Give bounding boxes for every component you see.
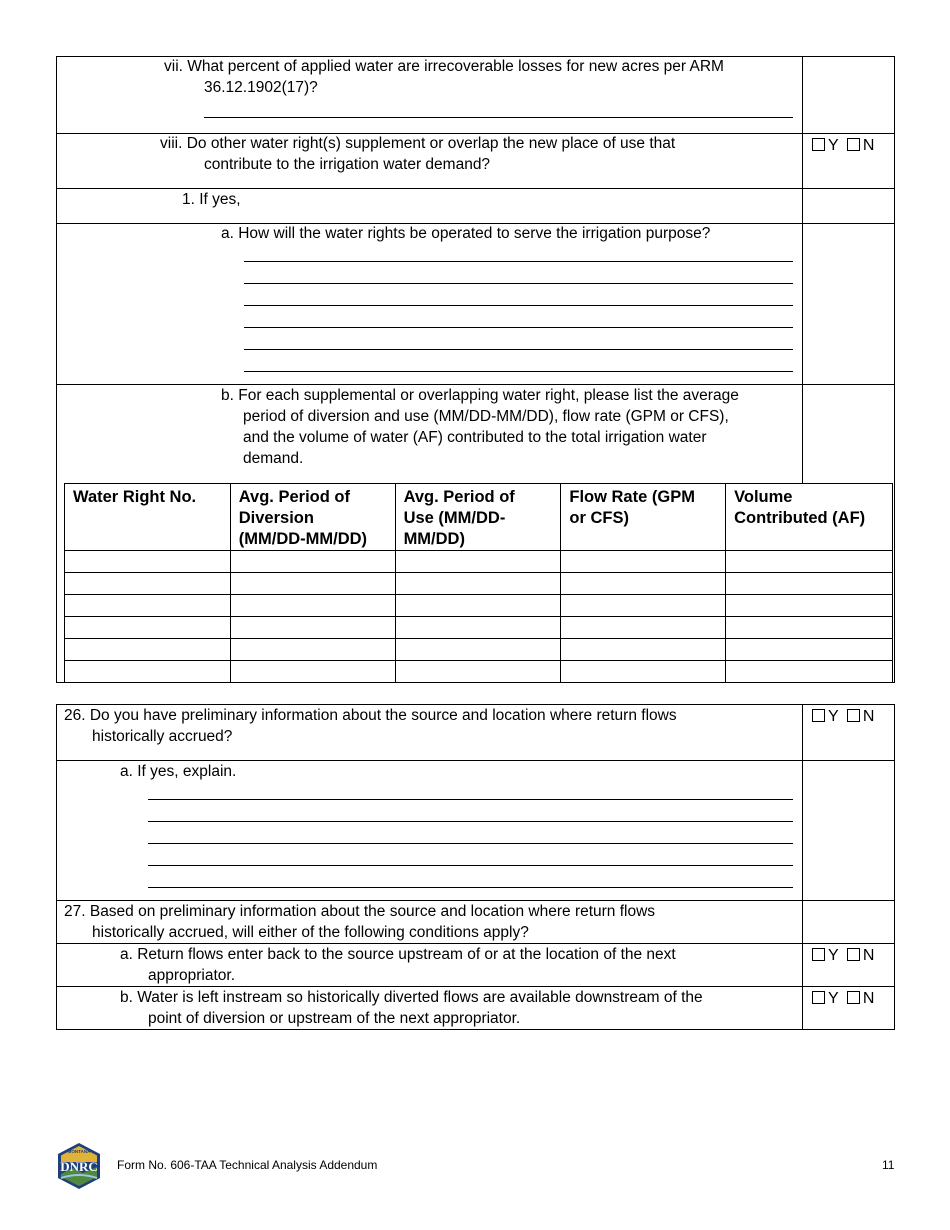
table-cell[interactable] bbox=[395, 617, 561, 639]
if-yes-label: 1. If yes, bbox=[182, 191, 241, 208]
table-cell[interactable] bbox=[395, 661, 561, 683]
table-cell[interactable] bbox=[65, 551, 231, 573]
header-volume-contributed: Volume Contributed (AF) bbox=[726, 484, 893, 551]
table-cell[interactable] bbox=[726, 661, 893, 683]
header-avg-period-diversion: Avg. Period of Diversion (MM/DD-MM/DD) bbox=[230, 484, 395, 551]
table-row bbox=[65, 573, 893, 595]
table-cell[interactable] bbox=[561, 573, 726, 595]
question-b-line2: period of diversion and use (MM/DD-MM/DD), flow rate (GPM or CFS), bbox=[243, 408, 729, 425]
answer-line-26a[interactable] bbox=[148, 799, 793, 800]
yes-no-viii bbox=[812, 137, 874, 155]
yes-label: Y bbox=[828, 137, 839, 154]
answer-line-26a[interactable] bbox=[148, 843, 793, 844]
no-label: N bbox=[862, 990, 875, 1007]
no-checkbox[interactable] bbox=[847, 709, 860, 722]
no-checkbox[interactable] bbox=[847, 948, 860, 961]
question-27-line1: 27. Based on preliminary information about the source and location where return flows bbox=[64, 903, 656, 920]
yes-checkbox[interactable] bbox=[812, 138, 825, 151]
table-cell[interactable] bbox=[65, 573, 231, 595]
question-27b-line1: b. Water is left instream so historically diverted flows are available downstream of the bbox=[120, 989, 703, 1006]
table-cell[interactable] bbox=[65, 639, 231, 661]
water-rights-table bbox=[64, 483, 893, 683]
question-viii-line1: viii. Do other water right(s) supplement or overlap the new place of use that bbox=[160, 135, 676, 152]
section25-answer-divider bbox=[802, 56, 803, 483]
question-26a: a. If yes, explain. bbox=[120, 763, 237, 780]
question-27a-line2: appropriator. bbox=[148, 967, 236, 984]
question-27a-line1: a. Return flows enter back to the source upstream of or at the location of the next bbox=[120, 946, 676, 963]
yes-label: Y bbox=[828, 947, 839, 964]
question-b-line3: and the volume of water (AF) contributed to the total irrigation water bbox=[243, 429, 707, 446]
question-27b-line2: point of diversion or upstream of the next appropriator. bbox=[148, 1010, 521, 1027]
yes-checkbox[interactable] bbox=[812, 709, 825, 722]
table-header-row bbox=[65, 484, 893, 551]
yes-label: Y bbox=[828, 708, 839, 725]
table-cell[interactable] bbox=[726, 573, 893, 595]
table-cell[interactable] bbox=[561, 617, 726, 639]
yes-no-26 bbox=[812, 708, 874, 726]
table-cell[interactable] bbox=[395, 595, 561, 617]
table-cell[interactable] bbox=[65, 661, 231, 683]
table-row bbox=[65, 617, 893, 639]
table-row bbox=[65, 551, 893, 573]
table-cell[interactable] bbox=[230, 595, 395, 617]
table-cell[interactable] bbox=[561, 551, 726, 573]
table-cell[interactable] bbox=[395, 551, 561, 573]
question-a: a. How will the water rights be operated to serve the irrigation purpose? bbox=[221, 225, 711, 242]
answer-line-26a[interactable] bbox=[148, 865, 793, 866]
table-row bbox=[65, 639, 893, 661]
question-b-line4: demand. bbox=[243, 450, 304, 467]
table-cell[interactable] bbox=[561, 661, 726, 683]
dnrc-logo bbox=[55, 1142, 103, 1190]
yes-no-27b bbox=[812, 990, 874, 1008]
answer-line-a[interactable] bbox=[244, 305, 793, 306]
no-checkbox[interactable] bbox=[847, 991, 860, 1004]
table-cell[interactable] bbox=[230, 661, 395, 683]
answer-line-a[interactable] bbox=[244, 349, 793, 350]
logo-top-text: MONTANA bbox=[67, 1149, 91, 1154]
table-cell[interactable] bbox=[726, 617, 893, 639]
answer-line-26a[interactable] bbox=[148, 821, 793, 822]
table-row bbox=[65, 595, 893, 617]
no-label: N bbox=[862, 947, 875, 964]
section26-answer-divider bbox=[802, 704, 803, 1030]
no-checkbox[interactable] bbox=[847, 138, 860, 151]
yes-no-27a bbox=[812, 947, 874, 965]
question-vii-line2: 36.12.1902(17)? bbox=[204, 79, 318, 96]
question-26-line2: historically accrued? bbox=[92, 728, 233, 745]
table-cell[interactable] bbox=[230, 617, 395, 639]
answer-line-a[interactable] bbox=[244, 261, 793, 262]
header-water-right-no: Water Right No. bbox=[65, 484, 231, 551]
answer-line-26a[interactable] bbox=[148, 887, 793, 888]
answer-line-a[interactable] bbox=[244, 371, 793, 372]
header-avg-period-use: Avg. Period of Use (MM/DD- MM/DD) bbox=[395, 484, 561, 551]
form-label: Form No. 606-TAA Technical Analysis Addendum bbox=[117, 1158, 378, 1172]
table-cell[interactable] bbox=[726, 551, 893, 573]
table-row bbox=[65, 661, 893, 683]
table-cell[interactable] bbox=[726, 595, 893, 617]
table-cell[interactable] bbox=[65, 617, 231, 639]
answer-line-a[interactable] bbox=[244, 283, 793, 284]
answer-line-a[interactable] bbox=[244, 327, 793, 328]
table-cell[interactable] bbox=[726, 639, 893, 661]
table-cell[interactable] bbox=[65, 595, 231, 617]
question-27-line2: historically accrued, will either of the following conditions apply? bbox=[92, 924, 529, 941]
question-26-line1: 26. Do you have preliminary information about the source and location where return flows bbox=[64, 707, 677, 724]
yes-checkbox[interactable] bbox=[812, 948, 825, 961]
table-cell[interactable] bbox=[395, 573, 561, 595]
no-label: N bbox=[862, 708, 875, 725]
no-label: N bbox=[862, 137, 875, 154]
table-cell[interactable] bbox=[230, 573, 395, 595]
header-flow-rate: Flow Rate (GPM or CFS) bbox=[561, 484, 726, 551]
question-viii-line2: contribute to the irrigation water demand? bbox=[204, 156, 491, 173]
logo-text: DNRC bbox=[60, 1159, 98, 1174]
question-vii-line1: vii. What percent of applied water are irrecoverable losses for new acres per ARM bbox=[164, 58, 724, 75]
table-cell[interactable] bbox=[561, 639, 726, 661]
table-cell[interactable] bbox=[561, 595, 726, 617]
yes-checkbox[interactable] bbox=[812, 991, 825, 1004]
question-b-line1: b. For each supplemental or overlapping water right, please list the average bbox=[221, 387, 739, 404]
yes-label: Y bbox=[828, 990, 839, 1007]
page-number: 11 bbox=[882, 1158, 895, 1172]
table-cell[interactable] bbox=[230, 551, 395, 573]
dnrc-logo-icon bbox=[55, 1142, 103, 1190]
table-cell[interactable] bbox=[230, 639, 395, 661]
table-cell[interactable] bbox=[395, 639, 561, 661]
answer-line-vii[interactable] bbox=[204, 117, 793, 118]
